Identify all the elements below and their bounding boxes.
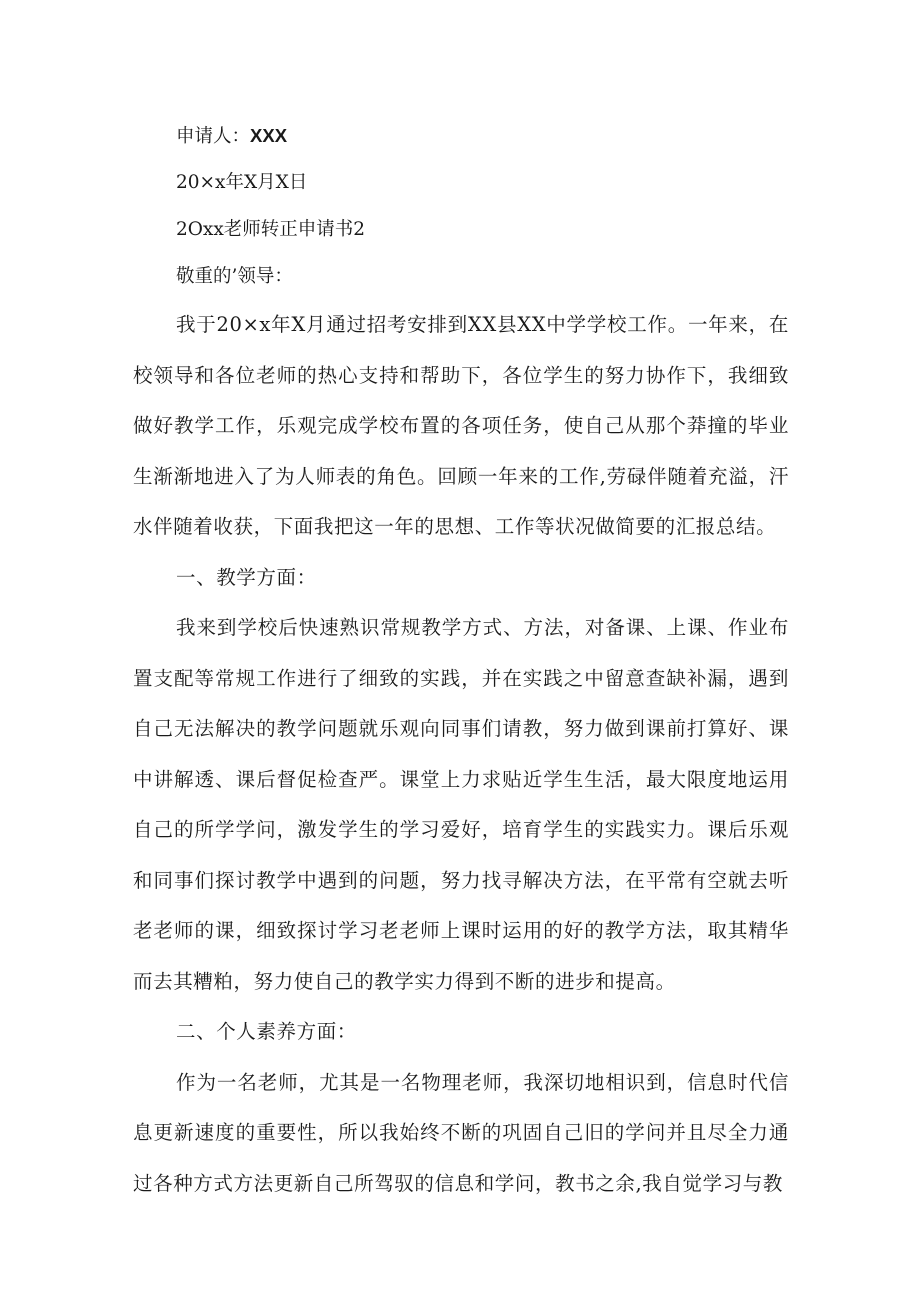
salutation-text: 敬重的’领导：	[176, 266, 293, 287]
date-text: 20×x年X月X日	[176, 172, 308, 193]
section-heading-teaching: 一、教学方面：	[176, 565, 317, 589]
section-heading-personal: 二、个人素养方面：	[176, 1020, 357, 1043]
applicant-label: 申请人：	[176, 126, 251, 147]
teaching-paragraph: 我来到学校后快速熟识常规教学方式、方法，对备课、上课、作业布置支配等常规工作进行了细致的实践，并在实践之中留意查缺补漏，遇到自己无法解决的教学问题就乐观向同事们请教，努力做到课前打算好、课中讲解透、课后督促检查严。课堂上力求贴近学生生活，最大限度地运用自己的所学学问，激发学生的学习爱好，培育学生的实践实力。课后乐观和同事们探讨教学中遇到的问题，努力找寻解决方法，在平常有空就去听老老师的课，细致探讨学习老老师上课时运用的好的教学方法，取其精华而去其糟粕，努力使自己的教学实力得到不断的进步和提高。	[133, 616, 789, 993]
title-text: 2Oxx老师转正申请书2	[176, 219, 366, 240]
intro-paragraph: 我于20×x年X月通过招考安排到XX县XX中学学校工作。一年来，在校领导和各位老师的热心支持和帮助下，各位学生的努力协作下，我细致做好教学工作，乐观完成学校布置的各项任务，使自己从那个莽撞的毕业生渐渐地进入了为人师表的角色。回顾一年来的工作,劳碌伴随着充溢，汗水伴随着收获，下面我把这一年的思想、工作等状况做简要的汇报总结。	[133, 313, 789, 538]
applicant-line	[133, 112, 789, 159]
document-body	[133, 112, 789, 1209]
date-line	[133, 159, 789, 206]
document-title	[133, 206, 789, 253]
salutation	[133, 253, 789, 300]
personal-paragraph: 作为一名老师，尤其是一名物理老师，我深切地相识到，信息时代信息更新速度的重要性，所以我始终不断的巩固自己旧的学问并且尽全力通过各种方式方法更新自己所驾驭的信息和学问，教书之余,我自觉学习与教	[133, 1070, 789, 1195]
applicant-name: XXX	[250, 125, 288, 146]
